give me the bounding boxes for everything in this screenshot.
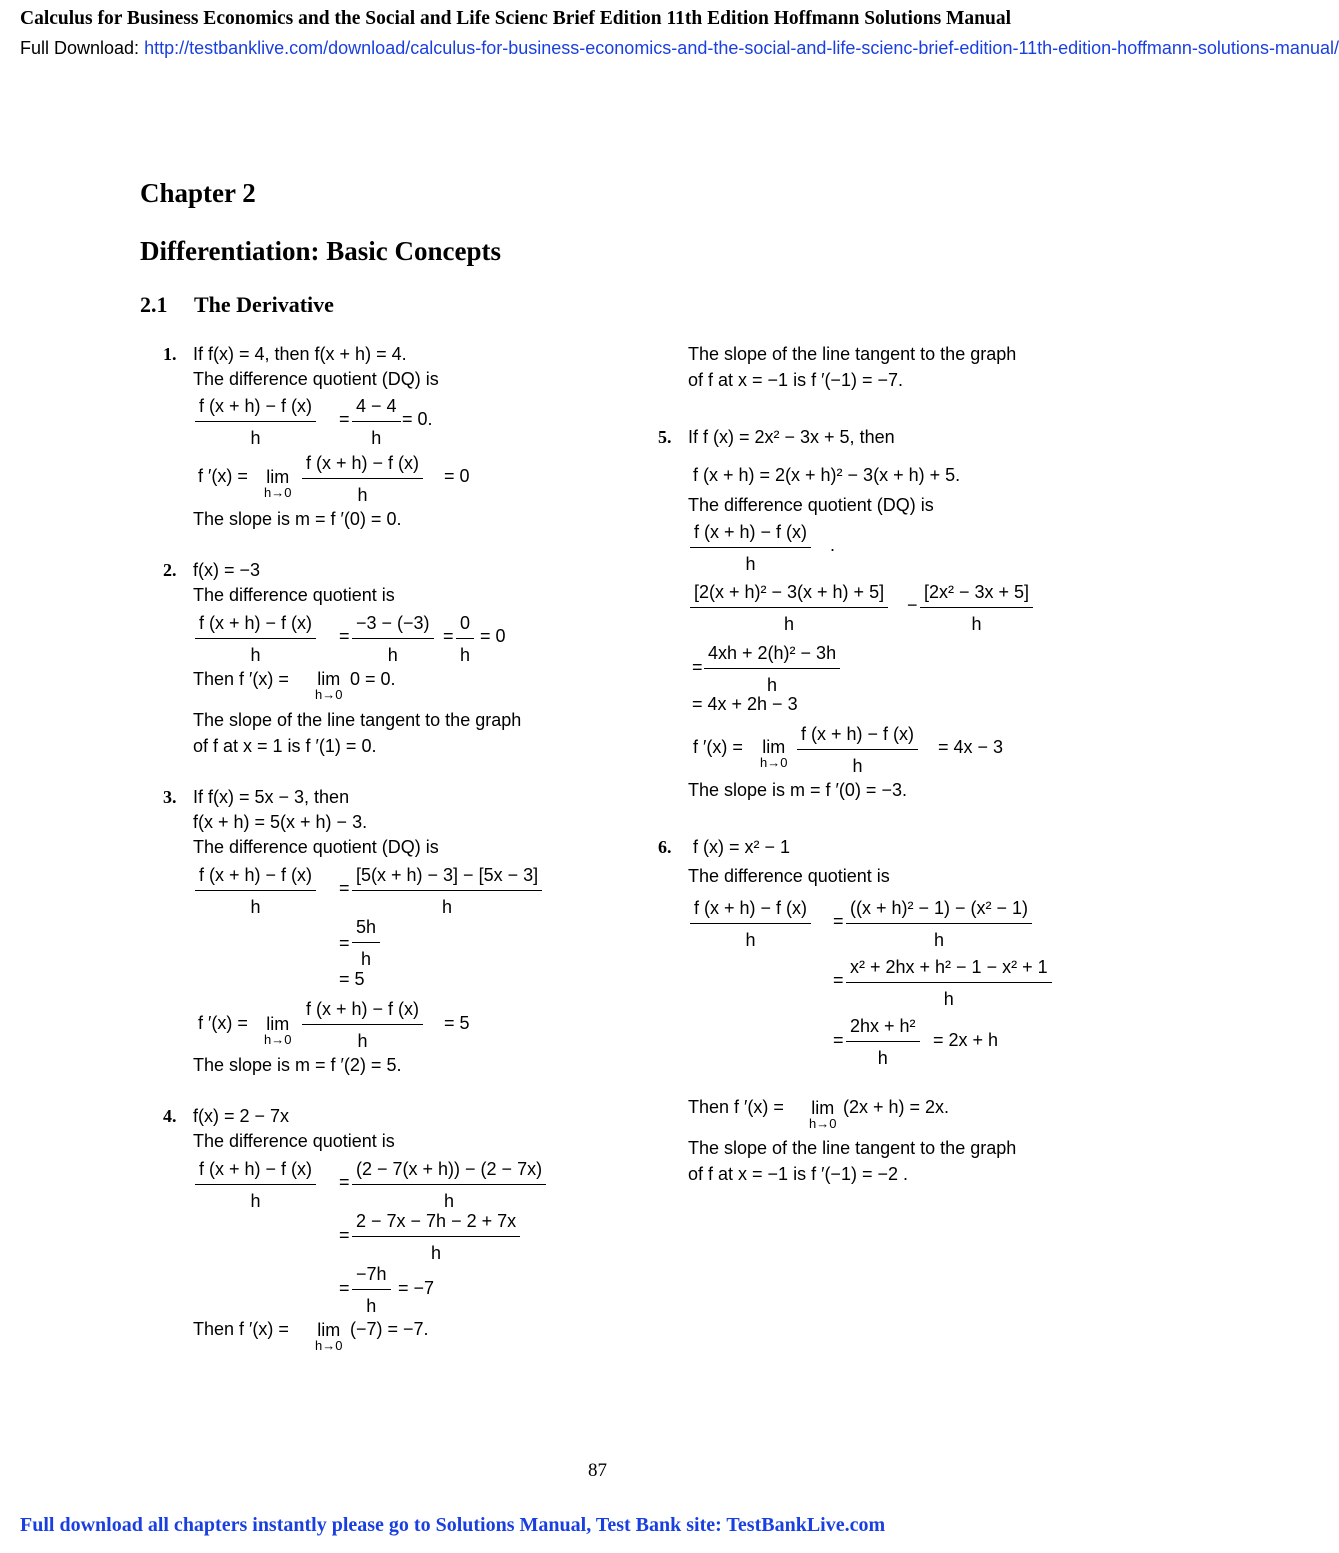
result: = 0 [480,626,506,646]
problem-text: If f(x) = 5x − 3, then [193,787,350,807]
result: = 2x + h [933,1030,999,1050]
result: = 0. [402,409,433,429]
result: = 0 [444,466,470,486]
fraction: [2(x + h)² − 3(x + h) + 5] h [690,581,888,635]
fraction: −7h h [352,1263,391,1317]
fraction: x² + 2hx + h² − 1 − x² + 1 h [846,956,1052,1010]
equals-sign: = [692,657,703,677]
download-line [20,38,1339,59]
fraction: 2hx + h² h [846,1015,920,1069]
result: = −7 [398,1278,435,1298]
result: = 5 [444,1013,470,1033]
then-result: (−7) = −7. [350,1319,429,1339]
slope-text: The slope of the line tangent to the graph [688,1138,1017,1158]
period: . [830,535,836,555]
equals-sign: = [339,626,350,646]
fraction: f (x + h) − f (x) h [302,452,423,506]
limit-operator: lim h→0 [760,737,788,770]
limit-operator: lim h→0 [264,1014,292,1047]
result: = 4x − 3 [938,737,1004,757]
then-result: 0 = 0. [350,669,396,689]
fraction: 5h h [352,916,380,970]
equals-sign: = [443,626,454,646]
limit-operator: lim h→0 [809,1098,837,1131]
equals-sign: = [339,409,350,429]
fraction: f (x + h) − f (x) h [302,998,423,1052]
fraction: ((x + h)² − 1) − (x² − 1) h [846,897,1032,951]
equals-sign: = [339,933,350,953]
problem-text: f (x + h) = 2(x + h)² − 3(x + h) + 5. [693,465,961,485]
then-text: Then f ′(x) = [193,1319,289,1339]
chapter-title: Differentiation: Basic Concepts [140,236,501,266]
then-text: Then f ′(x) = [193,669,289,689]
problem-number: 4. [163,1106,177,1126]
limit-operator: lim h→0 [264,467,292,500]
problem-text: f(x) = −3 [193,560,261,580]
equals-sign: = [339,878,350,898]
fraction: f (x + h) − f (x) h [195,864,316,918]
slope-text: The slope is m = f ′(0) = 0. [193,509,402,529]
download-label: Full Download: [20,38,145,58]
slope-text: of f at x = −1 is f ′(−1) = −7. [688,370,903,390]
problem-text: If f(x) = 4, then f(x + h) = 4. [193,344,407,364]
fraction: [5(x + h) − 3] − [5x − 3] h [352,864,542,918]
fraction: [2x² − 3x + 5] h [920,581,1033,635]
fraction: (2 − 7(x + h)) − (2 − 7x) h [352,1158,546,1212]
fraction: f (x + h) − f (x) h [195,612,316,666]
limit-operator: lim h→0 [315,669,343,702]
problem-number: 6. [658,837,672,857]
problem-text: f(x) = 2 − 7x [193,1106,290,1126]
section-title: The Derivative [194,292,334,317]
slope-text: of f at x = 1 is f ′(1) = 0. [193,736,377,756]
fraction: 0 h [456,612,474,666]
then-text: Then f ′(x) = [688,1097,784,1117]
problem-number: 5. [658,427,672,447]
result: = 5 [339,969,365,989]
document-title: Calculus for Business Economics and the Social and Life Scienc Brief Edition 11th Edition Hoffmann Solutions Manual [20,8,1012,29]
problem-text: The difference quotient is [688,866,890,886]
fraction: 4 − 4 h [352,395,401,449]
problem-text: The difference quotient (DQ) is [193,837,439,857]
problem-text: The difference quotient is [193,585,395,605]
equals-sign: = [339,1172,350,1192]
slope-text: The slope is m = f ′(0) = −3. [688,780,907,800]
fraction: f (x + h) − f (x) h [195,395,316,449]
limit-operator: lim h→0 [315,1320,343,1353]
equals-sign: = [833,911,844,931]
section-number: 2.1 [140,292,168,317]
fraction: −3 − (−3) h [352,612,434,666]
derivative-lhs: f ′(x) = [198,466,248,486]
fraction: f (x + h) − f (x) h [690,897,811,951]
section-heading [140,292,334,318]
equals-sign: = [833,1030,844,1050]
problem-number: 1. [163,344,177,364]
problem-number: 3. [163,787,177,807]
equals-sign: = [339,1225,350,1245]
slope-text: The slope of the line tangent to the graph [688,344,1017,364]
problem-text: The difference quotient (DQ) is [193,369,439,389]
download-link[interactable]: http://testbanklive.com/download/calculus-for-business-economics-and-the-social-and-life-scienc-brief-edition-11th-edition-hoffmann-solutions-manual/ [144,38,1339,58]
derivative-lhs: f ′(x) = [693,737,743,757]
fraction: 2 − 7x − 7h − 2 + 7x h [352,1210,520,1264]
problem-text: If f (x) = 2x² − 3x + 5, then [688,427,895,447]
equals-sign: = [339,1278,350,1298]
slope-text: The slope is m = f ′(2) = 5. [193,1055,402,1075]
then-result: (2x + h) = 2x. [843,1097,950,1117]
fraction: 4xh + 2(h)² − 3h h [704,642,840,696]
fraction: f (x + h) − f (x) h [797,723,918,777]
fraction: f (x + h) − f (x) h [195,1158,316,1212]
problem-text: f(x + h) = 5(x + h) − 3. [193,812,368,832]
problem-text: The difference quotient (DQ) is [688,495,934,515]
page-number: 87 [588,1460,607,1481]
chapter-label: Chapter 2 [140,178,256,208]
derivative-lhs: f ′(x) = [198,1013,248,1033]
slope-text: of f at x = −1 is f ′(−1) = −2 . [688,1164,908,1184]
minus-sign: − [907,595,918,615]
footer-link[interactable]: Full download all chapters instantly please go to Solutions Manual, Test Bank site: TestBankLive.com [20,1514,886,1536]
slope-text: The slope of the line tangent to the graph [193,710,522,730]
equals-sign: = [833,970,844,990]
problem-number: 2. [163,560,177,580]
fraction: f (x + h) − f (x) h [690,521,811,575]
result: = 4x + 2h − 3 [692,694,798,714]
problem-text: The difference quotient is [193,1131,395,1151]
problem-text: f (x) = x² − 1 [693,837,791,857]
